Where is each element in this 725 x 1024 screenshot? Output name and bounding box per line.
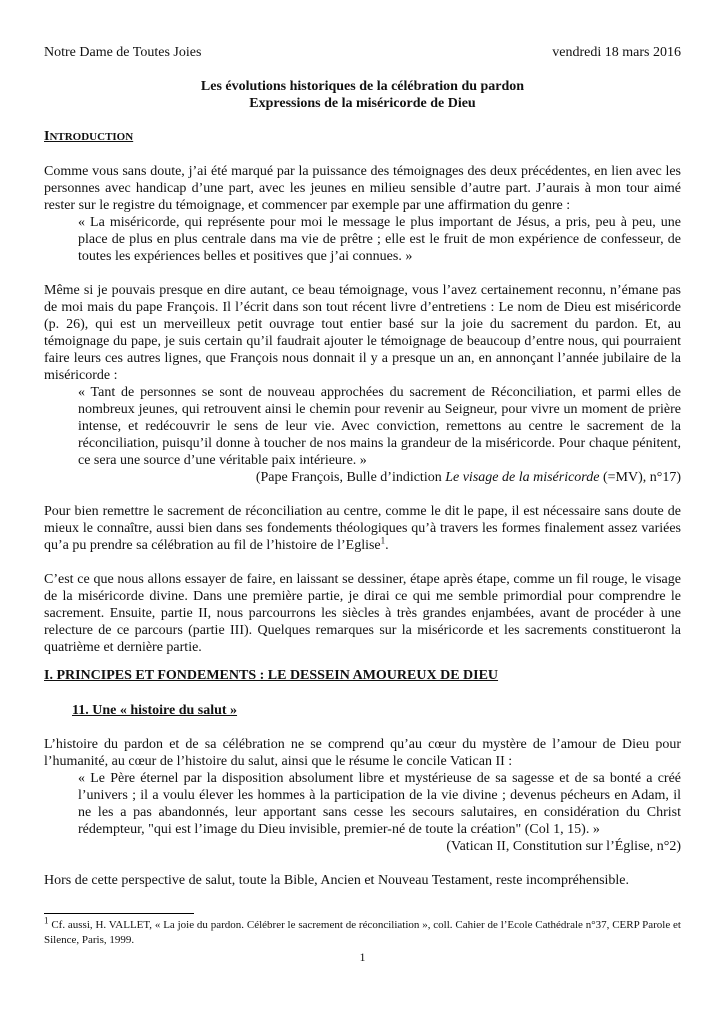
page-number: 1 [359, 950, 366, 964]
intro-paragraph-2: Même si je pouvais presque en dire autant, ce beau témoignage, vous l’avez certainement reconnu, n’émane pas de moi mais du pape François. Il l’écrit dans son tout récent livre d’entretiens : Le nom de Dieu est miséricorde (p. 26), qui est un merveilleux petit ouvrage tout entier basé sur la joie du sacrement du pardon. Et, au témoignage du pape, je suis certain qu’il faudrait ajouter le témoignage de beaucoup d’entre nous, qui pourraient faire leurs ces autres lignes, que François nous donnait il y a presque un an, en annonçant l’année jubilaire de la miséricorde : [44, 283, 681, 383]
intro-paragraph-3: Pour bien remettre le sacrement de réconciliation au centre, comme le dit le pape, il est nécessaire sans doute de mieux le connaître, aussi bien dans ses fondements théologiques qu’à travers les formes finalement assez variées qu’a pu prendre sa célébration au fil de l’histoire de l’Eglise$^1$. [44, 504, 681, 553]
footnote-separator [44, 913, 194, 914]
intro-quote-2: « Tant de personnes se sont de nouveau approchées du sacrement de Réconciliation, et parmi elles de nombreux jeunes, qui retrouvent ainsi le chemin pour revenir au Seigneur, pour vivre un moment de prière intense, et redécouvrir le sens de leur vie. Avec conviction, remettons au centre le sacrement de la réconciliation, puisqu’il donne à toucher de nos mains la grandeur de la miséricorde. Pour chaque pénitent, ce sera une source d’une véritable paix intérieure. » [78, 385, 681, 468]
title-line-2: Expressions de la miséricorde de Dieu [249, 96, 476, 111]
header-date: vendredi 18 mars 2016 [552, 45, 681, 60]
introduction-heading: INTRODUCTION [44, 129, 134, 144]
document-title [44, 78, 681, 112]
vatican-quote: « Le Père éternel par la disposition absolument libre et mystérieuse de sa sagesse et de sa bonté a créé l’univers ; il a voulu élever les hommes à la participation de la vie divine ; devenus pécheurs en Adam, il ne les a pas abandonnés, leur apportant sans cesse les secours salutaires, en considération du Christ rédempteur, "qui est l’image du Dieu invisible, premier-né de toute la création" (Col 1, 15). » [78, 771, 681, 837]
intro-paragraph-1: Comme vous sans doute, j’ai été marqué par la puissance des témoignages des deux précédentes, en lien avec les personnes avec handicap d’une part, avec les jeunes en milieu sensible d’autre part. J’aurais à mon tour aimé rester sur le registre du témoignage, et commencer par exemple par une affirmation du genre : [44, 164, 681, 213]
footnote-ref-1[interactable]: 1 [380, 535, 386, 546]
intro-quote-1: « La miséricorde, qui représente pour moi le message le plus important de Jésus, a pris, peu à peu, une place de plus en plus centrale dans ma vie de prêtre ; elle est le fruit de mon expérience de confesseur, de toutes les expériences belles et positives que j’ai connues. » [78, 215, 681, 264]
header-parish: Notre Dame de Toutes Joies [44, 45, 202, 60]
part-1-paragraph-2: Hors de cette perspective de salut, toute la Bible, Ancien et Nouveau Testament, reste incompréhensible. [44, 873, 630, 888]
intro-paragraph-4: C’est ce que nous allons essayer de faire, en laissant se dessiner, étape après étape, comme un fil rouge, le visage de la miséricorde divine. Dans une première partie, je dirai ce qui me semble primordial pour comprendre le sacrement. Ensuite, partie II, nous parcourrons les siècles à très grandes enjambées, avant de procéder à une relecture de ce parcours (partie III). Quelques remarques sur la miséricorde et les sacrements constitueront la quatrième et dernière partie. [44, 572, 681, 655]
intro-quote-2-source: (Pape François, Bulle d’indiction Le visage de la miséricorde (=MV), n°17) [255, 470, 681, 485]
section-11-heading: 11. Une « histoire du salut » [72, 703, 238, 718]
title-line-1: Les évolutions historiques de la célébration du pardon [200, 79, 525, 94]
part-1-heading: I. PRINCIPES ET FONDEMENTS : LE DESSEIN AMOUREUX DE DIEU [44, 668, 499, 683]
part-1-paragraph-1: L’histoire du pardon et de sa célébration ne se comprend qu’au cœur du mystère de l’amour de Dieu pour l’humanité, au cœur de l’histoire du salut, ainsi que le résume le concile Vatican II : [44, 737, 681, 769]
footnote-mark: 1 [44, 915, 49, 926]
vatican-quote-source: (Vatican II, Constitution sur l’Église, n°2) [446, 839, 681, 854]
page-header [44, 44, 681, 62]
footnote-1: $^1$ Cf. aussi, H. VALLET, « La joie du pardon. Célébrer le sacrement de réconciliation », coll. Cahier de l’Ecole Cathédrale n°37, CERP Parole et Silence, Paris, 1999. [44, 915, 681, 946]
